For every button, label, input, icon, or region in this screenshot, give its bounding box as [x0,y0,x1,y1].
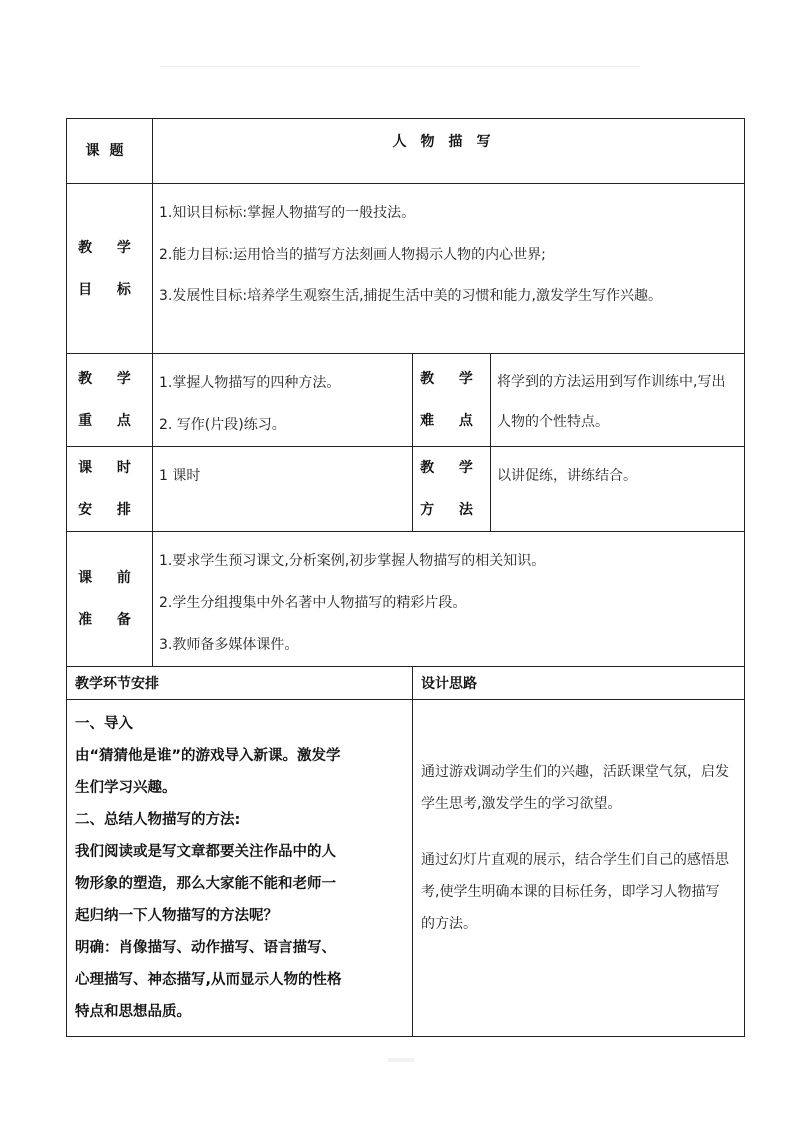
process-line: 特点和思想品质。 [75,1004,191,1020]
schedule-row [67,447,745,532]
preparation-label: 课 前 准 备 [67,532,153,667]
process-line: 心理描写、神态描写,从而显示人物的性格 [75,972,342,988]
process-line: 明确：肖像描写、动作描写、语言描写、 [75,940,336,956]
process-line: 二、总结人物描写的方法: [75,812,241,828]
objectives-label: 教 学 目 标 [67,184,153,354]
process-line: 起归纳一下人物描写的方法呢？ [75,908,278,924]
method-text: 以讲促练，讲练结合。 [491,447,745,532]
key-points-list [153,354,413,447]
process-line: 一、导入 [75,716,133,732]
preparation-item: 3.教师备多媒体课件。 [159,637,299,653]
key-point-item: 2. 写作(片段)练习。 [159,417,286,433]
topic-row [67,119,745,184]
objective-item: 1.知识目标标:掌握人物描写的一般技法。 [159,205,416,221]
design-line: 考,使学生明确本课的目标任务，即学习人物描写 [421,884,720,900]
difficulty-text: 将学到的方法运用到写作训练中,写出人物的个性特点。 [491,354,745,447]
lesson-plan-table [66,118,745,1037]
key-points-label: 教 学 重 点 [67,354,153,447]
objective-item: 2.能力目标:运用恰当的描写方法刻画人物揭示人物的内心世界; [159,247,546,263]
preparation-row [67,532,745,667]
process-line: 物形象的塑造，那么大家能不能和老师一 [75,876,336,892]
header-rule [160,66,640,67]
design-notes [413,700,745,1037]
objectives-row [67,184,745,354]
objective-item: 3.发展性目标:培养学生观察生活,捕捉生活中美的习惯和能力,激发学生写作兴趣。 [159,288,662,304]
preparation-list [153,532,745,667]
process-line: 生们学习兴趣。 [75,780,177,796]
process-header-left: 教学环节安排 [67,667,413,700]
preparation-item: 2.学生分组搜集中外名著中人物描写的精彩片段。 [159,595,467,611]
process-line: 由“猜猜他是谁”的游戏导入新课。激发学 [75,748,341,764]
design-line: 的方法。 [421,916,477,932]
key-point-item: 1.掌握人物描写的四种方法。 [159,375,341,391]
process-header-right: 设计思路 [413,667,745,700]
process-steps [67,700,413,1037]
objectives-list [153,184,745,354]
process-line: 我们阅读或是写文章都要关注作品中的人 [75,844,336,860]
page-title: 人物描写 [153,119,745,184]
topic-label: 课题 [67,119,153,184]
schedule-label: 课 时 安 排 [67,447,153,532]
design-line: 通过游戏调动学生们的兴趣，活跃课堂气氛，启发 [421,764,729,780]
process-row [67,700,745,1037]
design-line: 学生思考,激发学生的学习欲望。 [421,796,622,812]
design-line: 通过幻灯片直观的展示，结合学生们自己的感悟思 [421,852,729,868]
schedule-hours: 1 课时 [153,447,413,532]
key-points-row [67,354,745,447]
footer-mark [388,1058,414,1062]
difficulty-label: 教 学 难 点 [413,354,491,447]
preparation-item: 1.要求学生预习课文,分析案例,初步掌握人物描写的相关知识。 [159,553,546,569]
process-header-row [67,667,745,700]
method-label: 教 学 方 法 [413,447,491,532]
